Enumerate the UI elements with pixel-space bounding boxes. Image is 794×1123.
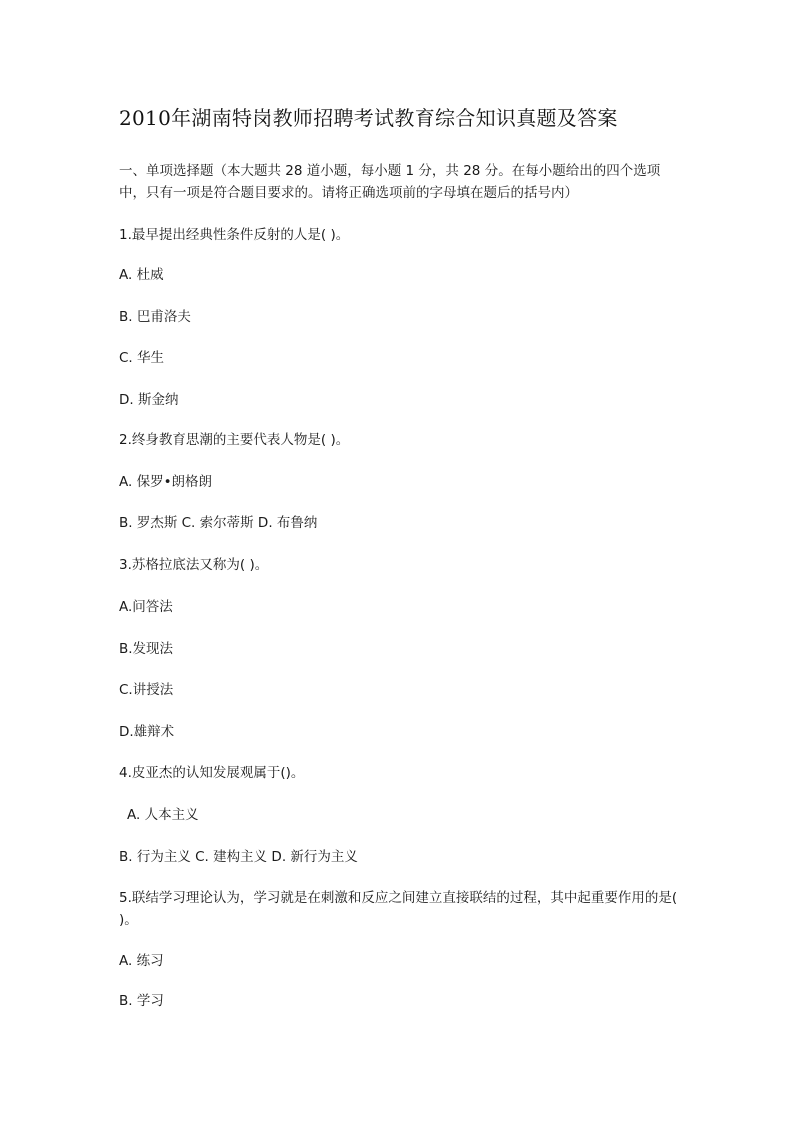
question-4-options-bcd: B. 行为主义 C. 建构主义 D. 新行为主义 [119,849,358,865]
document-title: 2010年湖南特岗教师招聘考试教育综合知识真题及答案 [119,106,618,130]
question-3-option-d: D.雄辩术 [119,724,175,740]
question-4-stem: 4.皮亚杰的认知发展观属于()。 [119,765,305,781]
question-3-option-a: A.问答法 [119,599,173,615]
question-1-stem: 1.最早提出经典性条件反射的人是( )。 [119,227,350,243]
question-5-option-b: B. 学习 [119,993,164,1009]
question-4-option-a: A. 人本主义 [127,807,199,823]
question-5-option-a: A. 练习 [119,953,164,969]
question-3-stem: 3.苏格拉底法又称为( )。 [119,557,269,573]
question-2-option-a: A. 保罗•朗格朗 [119,474,213,490]
question-2-stem: 2.终身教育思潮的主要代表人物是( )。 [119,432,350,448]
question-1-option-b: B. 巴甫洛夫 [119,309,191,325]
question-5-stem: 5.联结学习理论认为，学习就是在刺激和反应之间建立直接联结的过程，其中起重要作用的是( )。 [119,890,678,928]
question-2-options-bcd: B. 罗杰斯 C. 索尔蒂斯 D. 布鲁纳 [119,515,318,531]
question-3-option-c: C.讲授法 [119,682,174,698]
section-heading: 一、单项选择题（本大题共 28 道小题，每小题 1 分，共 28 分。在每小题给出的四个选项中，只有一项是符合题目要求的。请将正确选项前的字母填在题后的括号内） [119,163,661,201]
question-1-option-d: D. 斯金纳 [119,392,179,408]
question-1-option-c: C. 华生 [119,350,165,366]
question-1-option-a: A. 杜威 [119,267,164,283]
question-3-option-b: B.发现法 [119,641,174,657]
